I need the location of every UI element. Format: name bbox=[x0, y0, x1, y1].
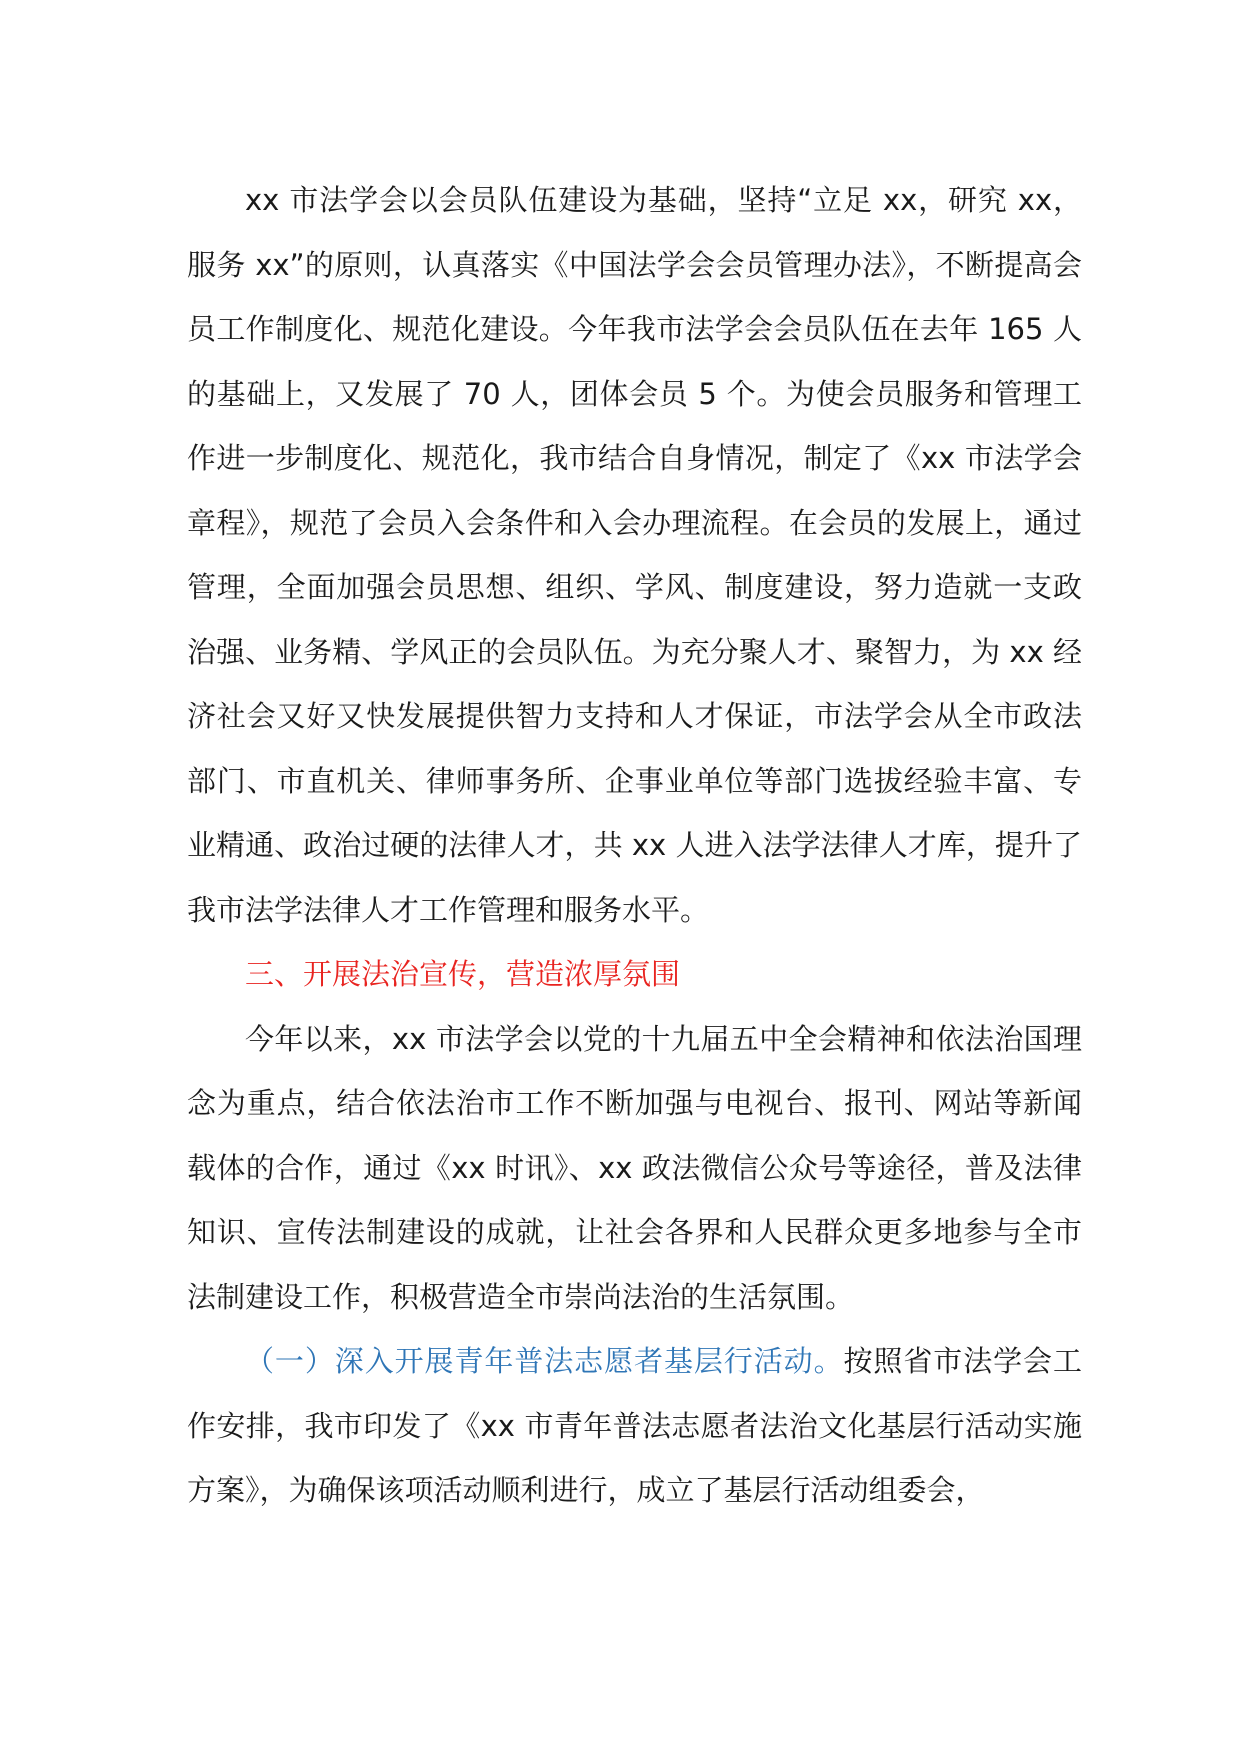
document-page bbox=[187, 168, 1082, 1523]
body-paragraph-member-building: xx 市法学会以会员队伍建设为基础，坚持“立足 xx，研究 xx，服务 xx”的原则，认真落实《中国法学会会员管理办法》，不断提高会员工作制度化、规范化建设。今年我市法学会会员队伍在去年 165 人的基础上，又发展了 70 人，团体会员 5 个。为使会员服务和管理工作进一步制度化、规范化，我市结合自身情况，制定了《xx 市法学会章程》，规范了会员入会条件和入会办理流程。在会员的发展上，通过管理，全面加强会员思想、组织、学风、制度建设，努力造就一支政治强、业务精、学风正的会员队伍。为充分聚人才、聚智力，为 xx 经济社会又好又快发展提供智力支持和人才保证，市法学会从全市政法部门、市直机关、律师事务所、企事业单位等部门选拔经验丰富、专业精通、政治过硬的法律人才，共 xx 人进入法学法律人才库，提升了我市法学法律人才工作管理和服务水平。 bbox=[187, 183, 1082, 927]
body-paragraph-legal-publicity: 今年以来，xx 市法学会以党的十九届五中全会精神和依法治国理念为重点，结合依法治市工作不断加强与电视台、报刊、网站等新闻载体的合作，通过《xx 时讯》、xx 政法微信公众号等途径，普及法律知识、宣传法制建设的成就，让社会各界和人民群众更多地参与全市法制建设工作，积极营造全市崇尚法治的生活氛围。 bbox=[187, 1021, 1082, 1314]
section-heading-legal-publicity: 三、开展法治宣传，营造浓厚氛围 bbox=[245, 957, 681, 991]
body-paragraph-volunteer-activity bbox=[187, 1329, 1082, 1523]
subsection-body-volunteer-activity: 按照省市法学会工作安排，我市印发了《xx 市青年普法志愿者法治文化基层行活动实施方案》，为确保该项活动顺利进行，成立了基层行活动组委会， bbox=[187, 1344, 1082, 1507]
subsection-lead-volunteer-activity: （一）深入开展青年普法志愿者基层行活动。 bbox=[245, 1344, 844, 1378]
